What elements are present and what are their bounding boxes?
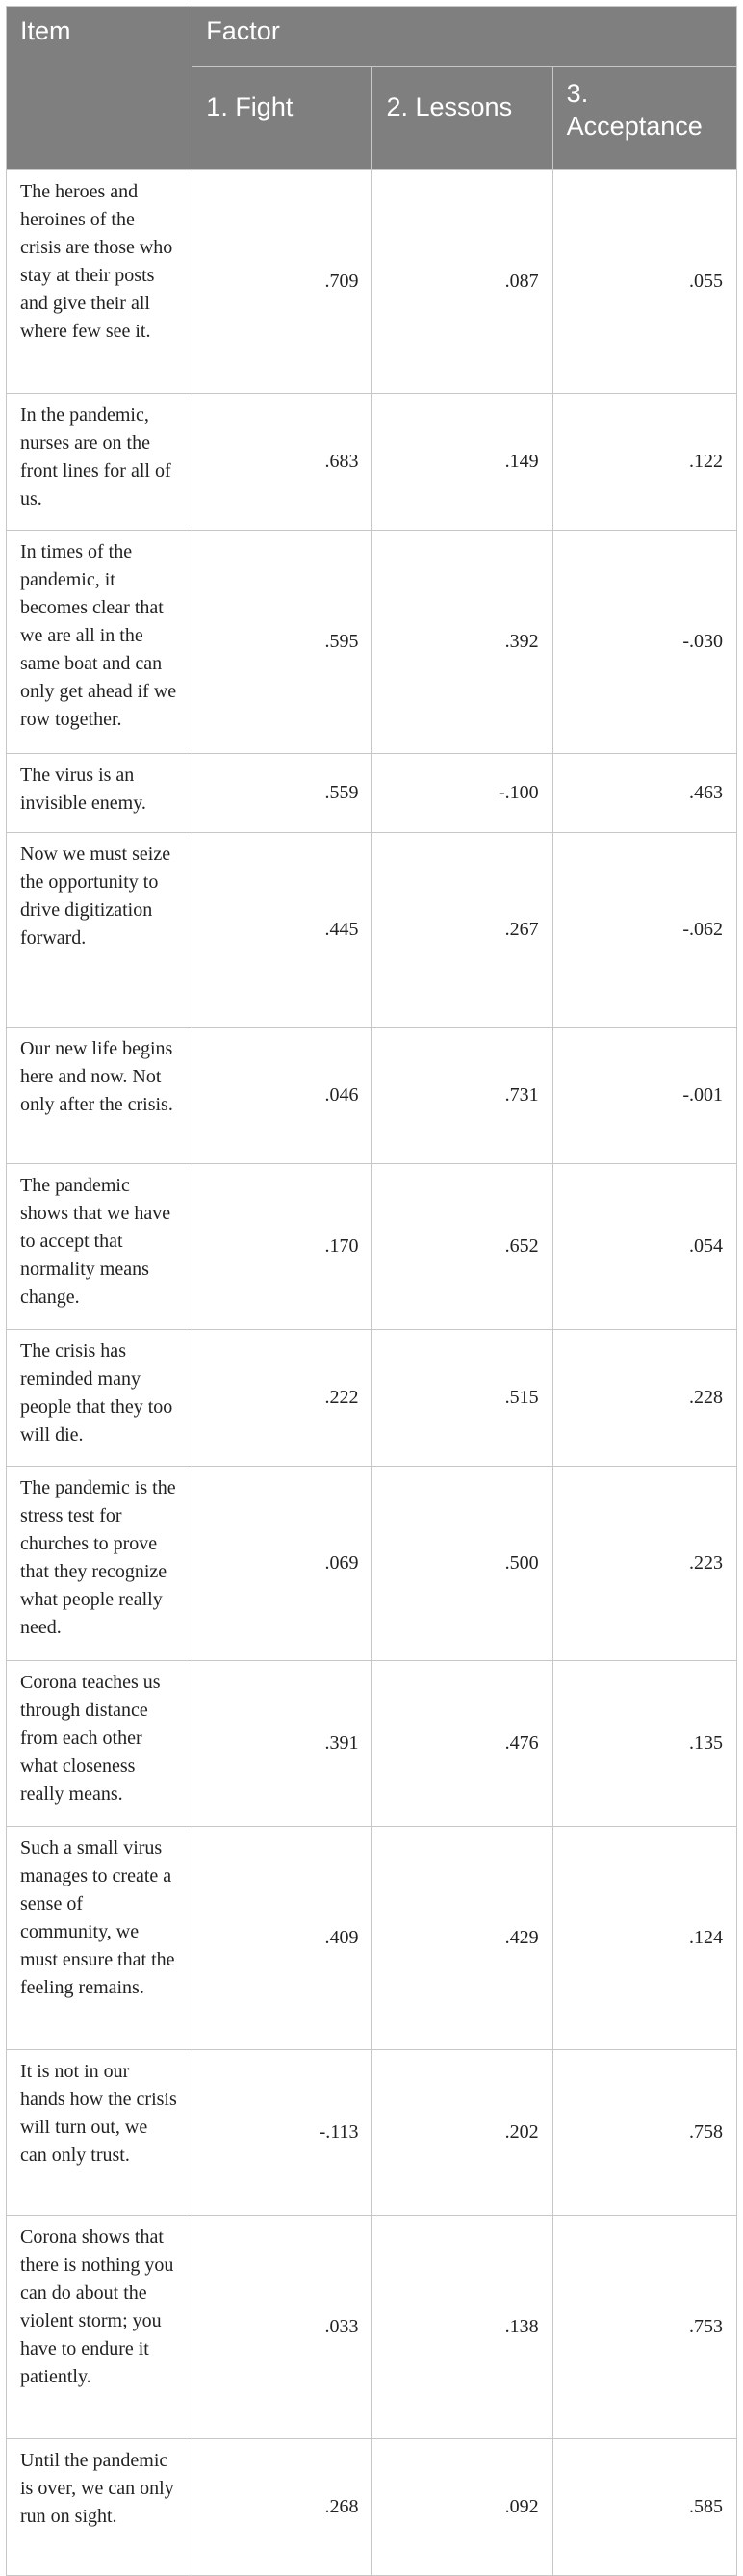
acceptance-value-cell: .122 <box>552 394 736 531</box>
fight-value-cell: .409 <box>192 1827 372 2050</box>
lessons-value-cell: -.100 <box>372 754 552 833</box>
fight-value-cell: .445 <box>192 833 372 1028</box>
acceptance-value-cell: .753 <box>552 2216 736 2439</box>
acceptance-value-cell: -.001 <box>552 1028 736 1164</box>
acceptance-value-cell: .585 <box>552 2439 736 2576</box>
table-row <box>7 170 737 394</box>
item-cell: Corona teaches us through distance from each other what closeness really means. <box>7 1661 192 1827</box>
item-cell: Now we must seize the opportunity to drive digitization forward. <box>7 833 192 1028</box>
acceptance-value-cell: -.030 <box>552 531 736 754</box>
factor-loadings-table <box>6 6 737 2576</box>
fight-value-cell: .069 <box>192 1467 372 1661</box>
fight-value-cell: .391 <box>192 1661 372 1827</box>
item-cell: The heroes and heroines of the crisis are those who stay at their posts and give their all where few see it. <box>7 170 192 394</box>
acceptance-value-cell: -.062 <box>552 833 736 1028</box>
table-row <box>7 2050 737 2216</box>
table-row <box>7 833 737 1028</box>
fight-value-cell: .046 <box>192 1028 372 1164</box>
item-cell: The pandemic is the stress test for churches to prove that they recognize what people really need. <box>7 1467 192 1661</box>
item-cell: It is not in our hands how the crisis will turn out, we can only trust. <box>7 2050 192 2216</box>
fight-value-cell: .222 <box>192 1330 372 1467</box>
table-row <box>7 1827 737 2050</box>
lessons-value-cell: .731 <box>372 1028 552 1164</box>
table-row <box>7 754 737 833</box>
fight-value-cell: .033 <box>192 2216 372 2439</box>
table-row <box>7 2439 737 2576</box>
item-cell: Corona shows that there is nothing you can do about the violent storm; you have to endure it patiently. <box>7 2216 192 2439</box>
fight-value-cell: .709 <box>192 170 372 394</box>
acceptance-value-cell: .054 <box>552 1164 736 1330</box>
factor-column-header: Factor <box>192 7 737 67</box>
acceptance-value-cell: .223 <box>552 1467 736 1661</box>
table-row <box>7 394 737 531</box>
lessons-value-cell: .429 <box>372 1827 552 2050</box>
fight-column-header: 1. Fight <box>192 67 372 170</box>
lessons-value-cell: .092 <box>372 2439 552 2576</box>
table-row <box>7 1330 737 1467</box>
lessons-value-cell: .392 <box>372 531 552 754</box>
table-row <box>7 1028 737 1164</box>
item-cell: The virus is an invisible enemy. <box>7 754 192 833</box>
table-row <box>7 1661 737 1827</box>
item-cell: In times of the pandemic, it becomes clear that we are all in the same boat and can only get ahead if we row together. <box>7 531 192 754</box>
fight-value-cell: .595 <box>192 531 372 754</box>
fight-value-cell: .683 <box>192 394 372 531</box>
fight-value-cell: -.113 <box>192 2050 372 2216</box>
table-row <box>7 1164 737 1330</box>
table-row <box>7 1467 737 1661</box>
acceptance-column-header: 3. Acceptance <box>552 67 736 170</box>
lessons-value-cell: .138 <box>372 2216 552 2439</box>
table-body <box>7 170 737 2576</box>
lessons-value-cell: .476 <box>372 1661 552 1827</box>
table-row <box>7 531 737 754</box>
lessons-value-cell: .652 <box>372 1164 552 1330</box>
lessons-value-cell: .149 <box>372 394 552 531</box>
item-cell: The crisis has reminded many people that they too will die. <box>7 1330 192 1467</box>
lessons-value-cell: .515 <box>372 1330 552 1467</box>
item-cell: The pandemic shows that we have to accept that normality means change. <box>7 1164 192 1330</box>
lessons-column-header: 2. Lessons <box>372 67 552 170</box>
lessons-value-cell: .087 <box>372 170 552 394</box>
item-cell: Until the pandemic is over, we can only run on sight. <box>7 2439 192 2576</box>
lessons-value-cell: .500 <box>372 1467 552 1661</box>
acceptance-value-cell: .463 <box>552 754 736 833</box>
acceptance-value-cell: .228 <box>552 1330 736 1467</box>
item-cell: In the pandemic, nurses are on the front lines for all of us. <box>7 394 192 531</box>
acceptance-value-cell: .055 <box>552 170 736 394</box>
fight-value-cell: .268 <box>192 2439 372 2576</box>
item-cell: Such a small virus manages to create a sense of community, we must ensure that the feeling remains. <box>7 1827 192 2050</box>
lessons-value-cell: .267 <box>372 833 552 1028</box>
fight-value-cell: .170 <box>192 1164 372 1330</box>
acceptance-value-cell: .758 <box>552 2050 736 2216</box>
item-cell: Our new life begins here and now. Not only after the crisis. <box>7 1028 192 1164</box>
fight-value-cell: .559 <box>192 754 372 833</box>
item-column-header: Item <box>7 7 192 170</box>
table-row <box>7 2216 737 2439</box>
acceptance-value-cell: .124 <box>552 1827 736 2050</box>
table-header <box>7 7 737 170</box>
acceptance-value-cell: .135 <box>552 1661 736 1827</box>
lessons-value-cell: .202 <box>372 2050 552 2216</box>
